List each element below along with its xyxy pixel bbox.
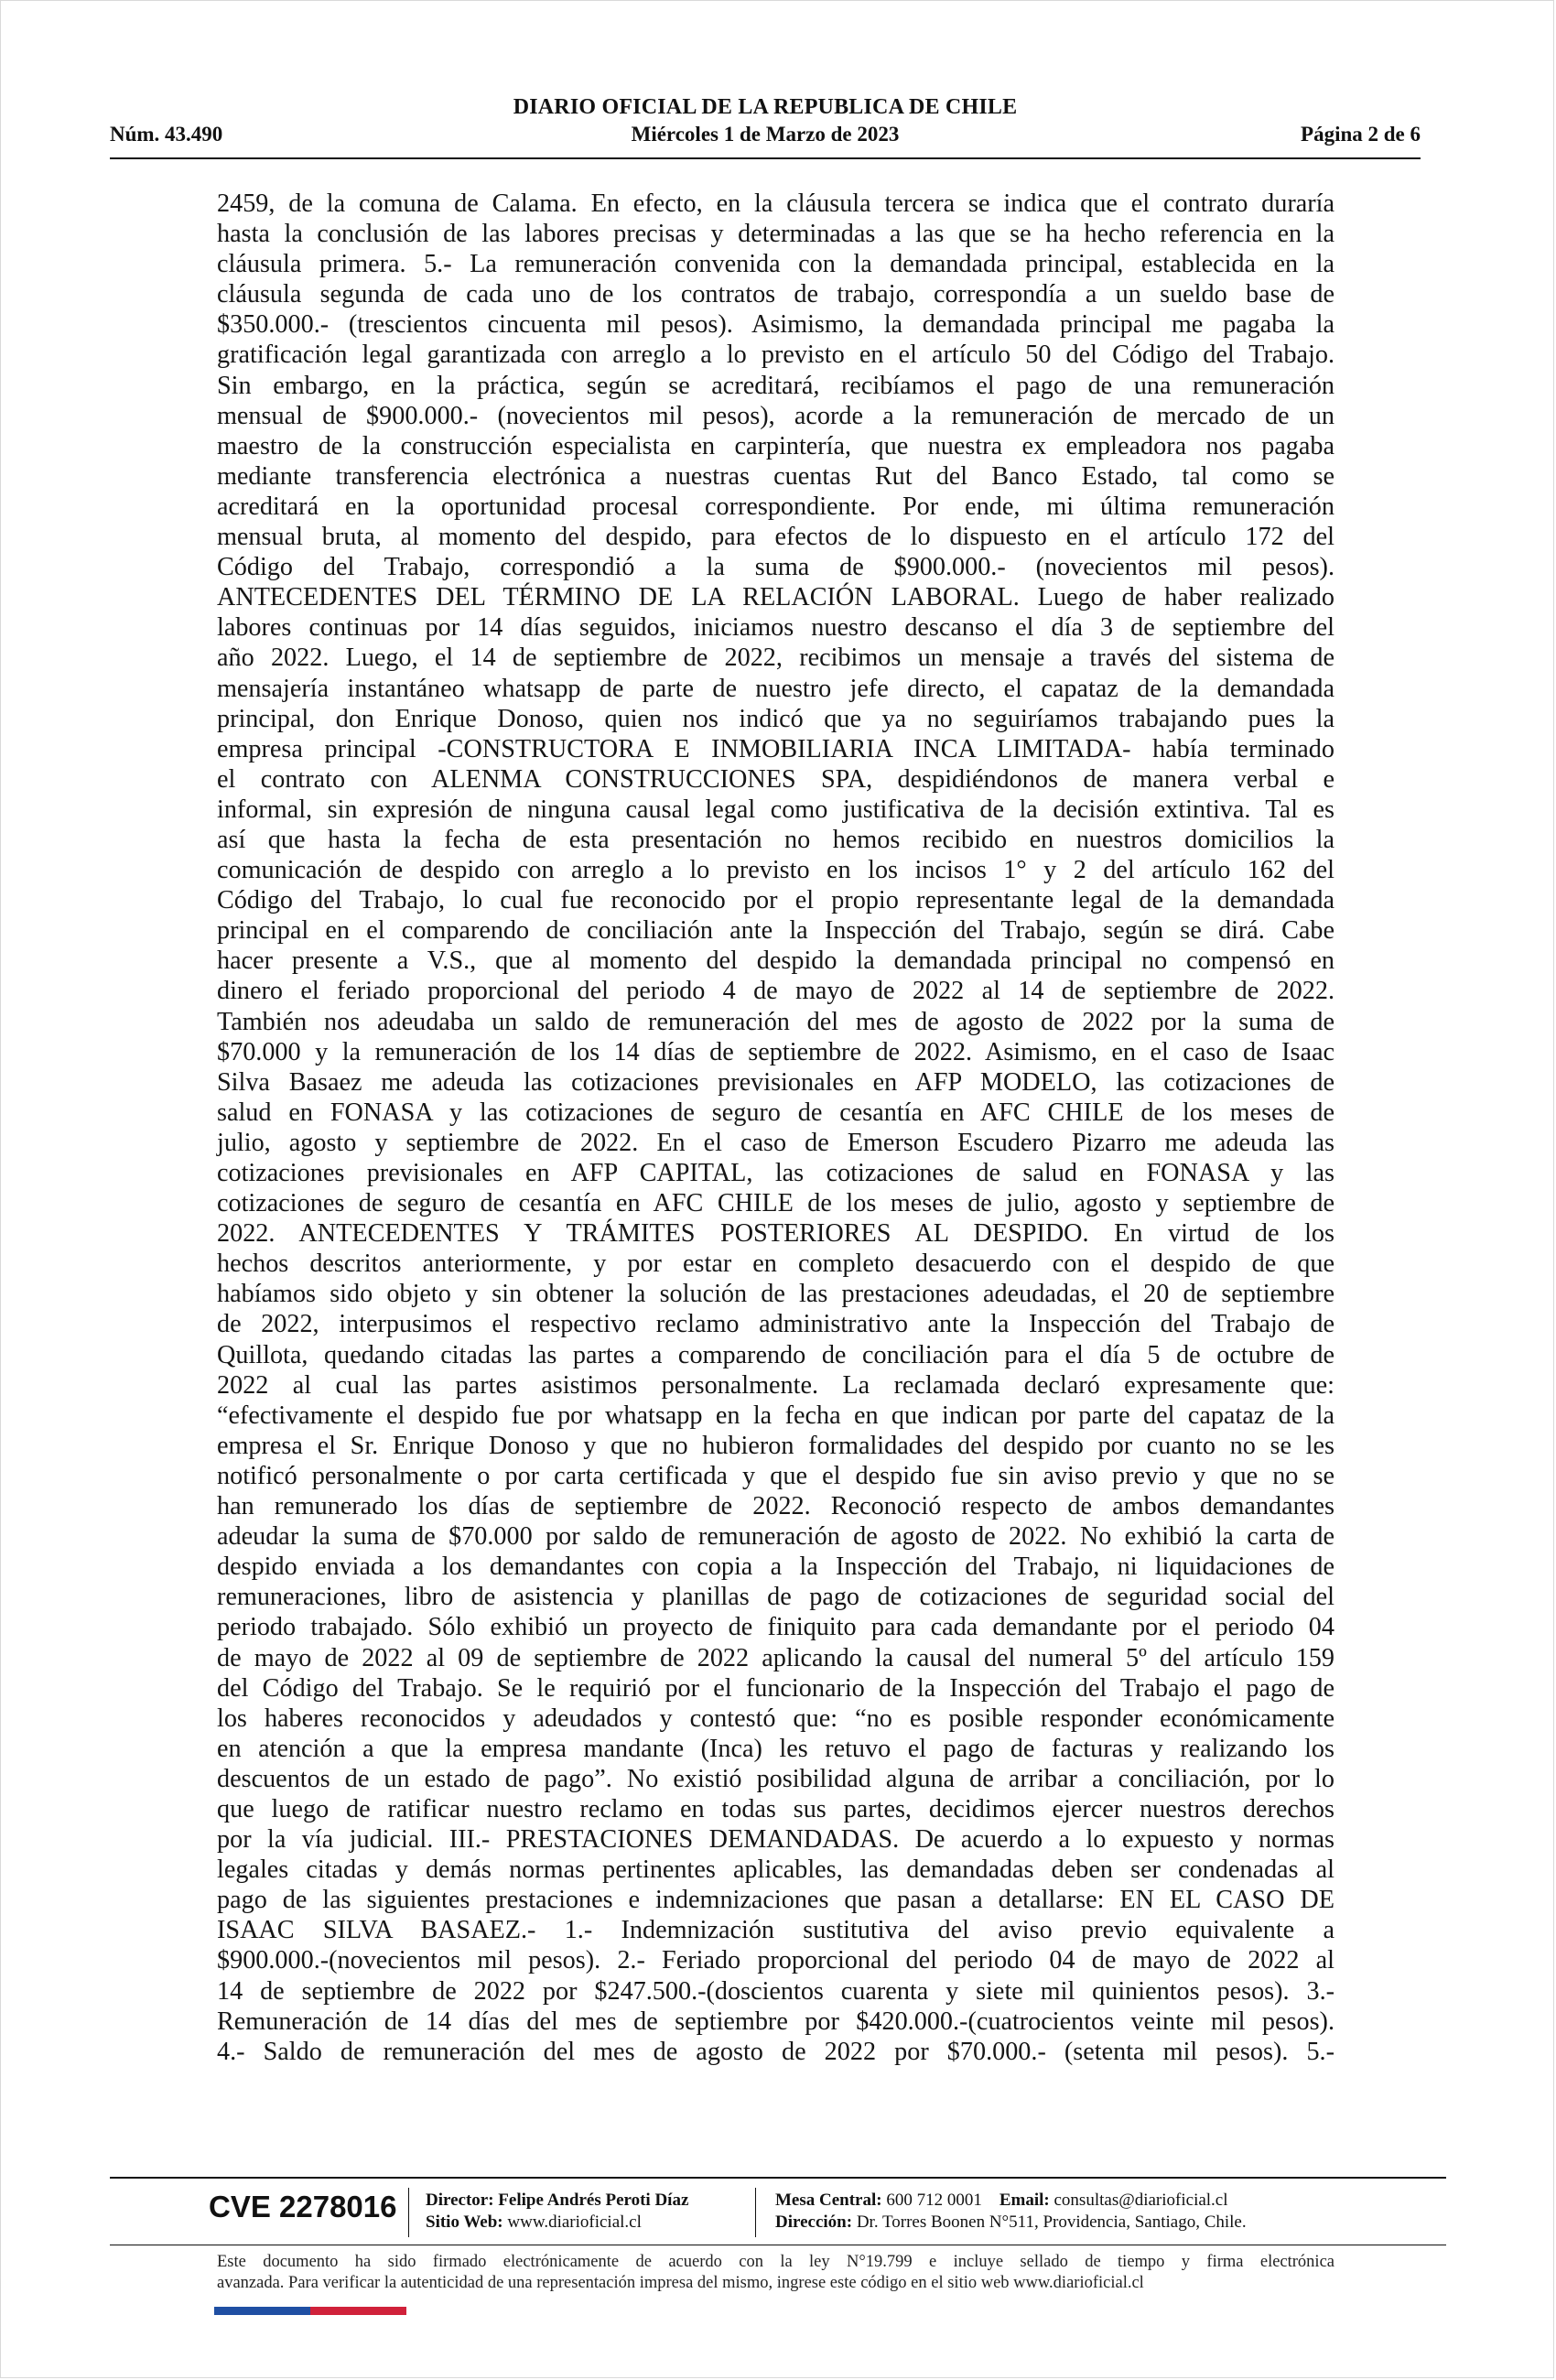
footer-contact-block <box>775 2190 1247 2234</box>
body-line: legales citadas y demás normas pertinentes aplicables, las demandadas deben ser condenadas al <box>217 1855 1334 1885</box>
body-line: mensajería instantáneo whatsapp de parte de nuestro jefe directo, el capataz de la demandada <box>217 674 1334 703</box>
body-line: adeudar la suma de $70.000 por saldo de remuneración de agosto de 2022. No exhibió la carta de <box>217 1522 1334 1552</box>
body-line: acreditará en la oportunidad procesal correspondiente. Por ende, mi última remuneración <box>217 492 1334 521</box>
body-line: cláusula segunda de cada uno de los contratos de trabajo, correspondía a un sueldo base de <box>217 280 1334 309</box>
body-line: cláusula primera. 5.- La remuneración convenida con la demandada principal, establecida en la <box>217 250 1334 279</box>
body-line: 2459, de la comuna de Calama. En efecto, en la cláusula tercera se indica que el contrato duraría <box>217 189 1334 218</box>
legal-line: Este documento ha sido firmado electrónicamente de acuerdo con la ley N°19.799 e incluye sellado de tiempo y firma electrónica <box>217 2253 1334 2271</box>
body-line: 2022. ANTECEDENTES Y TRÁMITES POSTERIORES AL DESPIDO. En virtud de los <box>217 1219 1334 1249</box>
body-line: 2022 al cual las partes asistimos personalmente. La reclamada declaró expresamente que: <box>217 1370 1334 1400</box>
body-line: mensual de $900.000.- (novecientos mil pesos), acorde a la remuneración de mercado de un <box>217 401 1334 430</box>
body-line: comunicación de despido con arreglo a lo previsto en los incisos 1° y 2 del artículo 162 del <box>217 856 1334 885</box>
body-line: Código del Trabajo, correspondió a la suma de $900.000.- (novecientos mil pesos). <box>217 553 1334 582</box>
mesa-label: Mesa Central: <box>775 2191 882 2210</box>
website-label: Sitio Web: <box>426 2212 503 2232</box>
body-line: $900.000.-(novecientos mil pesos). 2.- Feriado proporcional del periodo 04 de mayo de 2022 al <box>217 1946 1334 1975</box>
body-line: labores continuas por 14 días seguidos, iniciamos nuestro descanso el día 3 de septiembre del <box>217 613 1334 643</box>
flag-blue-segment <box>214 2307 310 2315</box>
mesa-phone: 600 712 0001 <box>886 2191 982 2210</box>
footer-rule <box>110 2177 1446 2179</box>
body-line: empresa principal -CONSTRUCTORA E INMOBILIARIA INCA LIMITADA- había terminado <box>217 734 1334 763</box>
body-line: de 2022, interpusimos el respectivo reclamo administrativo ante la Inspección del Trabajo de <box>217 1310 1334 1339</box>
footer-divider <box>755 2188 756 2237</box>
body-line: hacer presente a V.S., que al momento del despido la demandada principal no compensó en <box>217 947 1334 976</box>
website-link[interactable]: www.diarioficial.cl <box>507 2212 642 2232</box>
footer-director-block <box>426 2190 688 2234</box>
body-line: empresa el Sr. Enrique Donoso y que no hubieron formalidades del despido por cuanto no se les <box>217 1431 1334 1460</box>
body-line: hasta la conclusión de las labores precisas y determinadas a las que se ha hecho referencia en la <box>217 220 1334 249</box>
body-line: mensual bruta, al momento del despido, para efectos de lo dispuesto en el artículo 172 del <box>217 523 1334 552</box>
body-line: el contrato con ALENMA CONSTRUCCIONES SPA, despidiéndonos de manera verbal e <box>217 764 1334 794</box>
body-line: descuentos de un estado de pago”. No existió posibilidad alguna de arribar a conciliación, por lo <box>217 1764 1334 1793</box>
body-line: julio, agosto y septiembre de 2022. En el caso de Emerson Escudero Pizarro me adeuda las <box>217 1128 1334 1157</box>
body-line: Quillota, quedando citadas las partes a comparendo de conciliación para el día 5 de octubre de <box>217 1340 1334 1369</box>
director-name: Felipe Andrés Peroti Díaz <box>498 2191 689 2210</box>
body-line: periodo trabajado. Sólo exhibió un proyecto de finiquito para cada demandante por el periodo 04 <box>217 1613 1334 1642</box>
body-line: informal, sin expresión de ninguna causal legal como justificativa de la decisión extintiva. Tal es <box>217 795 1334 824</box>
document-body <box>217 189 1334 2067</box>
body-line: Código del Trabajo, lo cual fue reconocido por el propio representante legal de la demandada <box>217 886 1334 915</box>
body-line: salud en FONASA y las cotizaciones de seguro de cesantía en AFC CHILE de los meses de <box>217 1098 1334 1127</box>
address-value: Dr. Torres Boonen N°511, Providencia, Santiago, Chile. <box>856 2212 1247 2232</box>
flag-red-segment <box>310 2307 406 2315</box>
body-line: han remunerado los días de septiembre de 2022. Reconoció respecto de ambos demandantes <box>217 1492 1334 1521</box>
cve-code: CVE 2278016 <box>209 2190 397 2223</box>
body-line: dinero el feriado proporcional del periodo 4 de mayo de 2022 al 14 de septiembre de 2022. <box>217 977 1334 1006</box>
body-line: $70.000 y la remuneración de los 14 días de septiembre de 2022. Asimismo, en el caso de Isaac <box>217 1037 1334 1066</box>
body-line: pago de las siguientes prestaciones e indemnizaciones que pasan a detallarse: EN EL CASO DE <box>217 1886 1334 1915</box>
body-line: 4.- Saldo de remuneración del mes de agosto de 2022 por $70.000.- (setenta mil pesos). 5.- <box>217 2037 1334 2066</box>
legal-notice <box>217 2252 1334 2294</box>
body-line: mediante transferencia electrónica a nuestras cuentas Rut del Banco Estado, tal como se <box>217 461 1334 491</box>
issue-number: Núm. 43.490 <box>110 123 223 146</box>
chile-flag-strip <box>214 2307 406 2315</box>
email-label: Email: <box>999 2191 1050 2210</box>
body-line: 14 de septiembre de 2022 por $247.500.-(doscientos cuarenta y siete mil quinientos pesos). 3.- <box>217 1976 1334 2006</box>
body-line: del Código del Trabajo. Se le requirió por el funcionario de la Inspección del Trabajo el pago de <box>217 1673 1334 1703</box>
body-line: “efectivamente el despido fue por whatsapp en la fecha en que indican por parte del capataz de la <box>217 1401 1334 1430</box>
body-line: $350.000.- (trescientos cincuenta mil pesos). Asimismo, la demandada principal me pagaba la <box>217 310 1334 340</box>
body-line: que luego de ratificar nuestro reclamo en todas sus partes, decidimos ejercer nuestros derechos <box>217 1794 1334 1823</box>
issue-date: Miércoles 1 de Marzo de 2023 <box>631 123 900 146</box>
director-label: Director: <box>426 2191 494 2210</box>
body-line: cotizaciones previsionales en AFP CAPITAL, las cotizaciones de salud en FONASA y las <box>217 1159 1334 1187</box>
page-footer <box>110 2180 1446 2243</box>
page-header <box>110 92 1421 152</box>
body-line: los haberes reconocidos y adeudados y contestó que: “no es posible responder económicamente <box>217 1704 1334 1733</box>
body-line: por la vía judicial. III.- PRESTACIONES DEMANDADAS. De acuerdo a lo expuesto y normas <box>217 1825 1334 1855</box>
body-line: remuneraciones, libro de asistencia y planillas de pago de cotizaciones de seguridad social del <box>217 1583 1334 1612</box>
body-line: despido enviada a los demandantes con copia a la Inspección del Trabajo, ni liquidaciones de <box>217 1552 1334 1582</box>
body-line: en atención a que la empresa mandante (Inca) les retuvo el pago de facturas y realizando los <box>217 1734 1334 1763</box>
publication-title: DIARIO OFICIAL DE LA REPUBLICA DE CHILE <box>513 95 1018 119</box>
body-line: hechos descritos anteriormente, y por estar en completo desacuerdo con el despido de que <box>217 1250 1334 1279</box>
email-link[interactable]: consultas@diarioficial.cl <box>1054 2191 1228 2210</box>
body-line: año 2022. Luego, el 14 de septiembre de 2022, recibimos un mensaje a través del sistema de <box>217 644 1334 673</box>
body-line: principal en el comparendo de conciliación ante la Inspección del Trabajo, según se dirá. Cabe <box>217 916 1334 946</box>
legal-line: avanzada. Para verificar la autenticidad de una representación impresa del mismo, ingrese este código en el sitio web www.diarioficial.cl <box>217 2274 1144 2292</box>
body-line: maestro de la construcción especialista en carpintería, que nuestra ex empleadora nos pagaba <box>217 431 1334 460</box>
body-line: Remuneración de 14 días del mes de septiembre por $420.000.-(cuatrocientos veinte mil pesos). <box>217 2007 1334 2036</box>
page-number: Página 2 de 6 <box>1301 123 1421 146</box>
body-line: ISAAC SILVA BASAEZ.- 1.- Indemnización sustitutiva del aviso previo equivalente a <box>217 1916 1334 1945</box>
body-line: principal, don Enrique Donoso, quien nos indicó que ya no seguiríamos trabajando pues la <box>217 704 1334 733</box>
body-line: Silva Basaez me adeuda las cotizaciones previsionales en AFP MODELO, las cotizaciones de <box>217 1067 1334 1097</box>
body-line: cotizaciones de seguro de cesantía en AFC CHILE de los meses de julio, agosto y septiembre de <box>217 1189 1334 1218</box>
body-line: También nos adeudaba un saldo de remuneración del mes de agosto de 2022 por la suma de <box>217 1007 1334 1036</box>
body-line: así que hasta la fecha de esta presentación no hemos recibido en nuestros domicilios la <box>217 825 1334 854</box>
body-line: ANTECEDENTES DEL TÉRMINO DE LA RELACIÓN LABORAL. Luego de haber realizado <box>217 583 1334 612</box>
body-line: de mayo de 2022 al 09 de septiembre de 2022 aplicando la causal del numeral 5º del artículo 159 <box>217 1643 1334 1672</box>
body-line: Sin embargo, en la práctica, según se acreditará, recibíamos el pago de una remuneración <box>217 371 1334 400</box>
body-line: gratificación legal garantizada con arreglo a lo previsto en el artículo 50 del Código del Trabajo. <box>217 341 1334 370</box>
header-rule <box>110 157 1421 159</box>
body-line: notificó personalmente o por carta certificada y que el despido fue sin aviso previo y que no se <box>217 1461 1334 1490</box>
body-line: habíamos sido objeto y sin obtener la solución de las prestaciones adeudadas, el 20 de septiembre <box>217 1280 1334 1309</box>
address-label: Dirección: <box>775 2212 853 2232</box>
footer-divider <box>408 2188 409 2237</box>
